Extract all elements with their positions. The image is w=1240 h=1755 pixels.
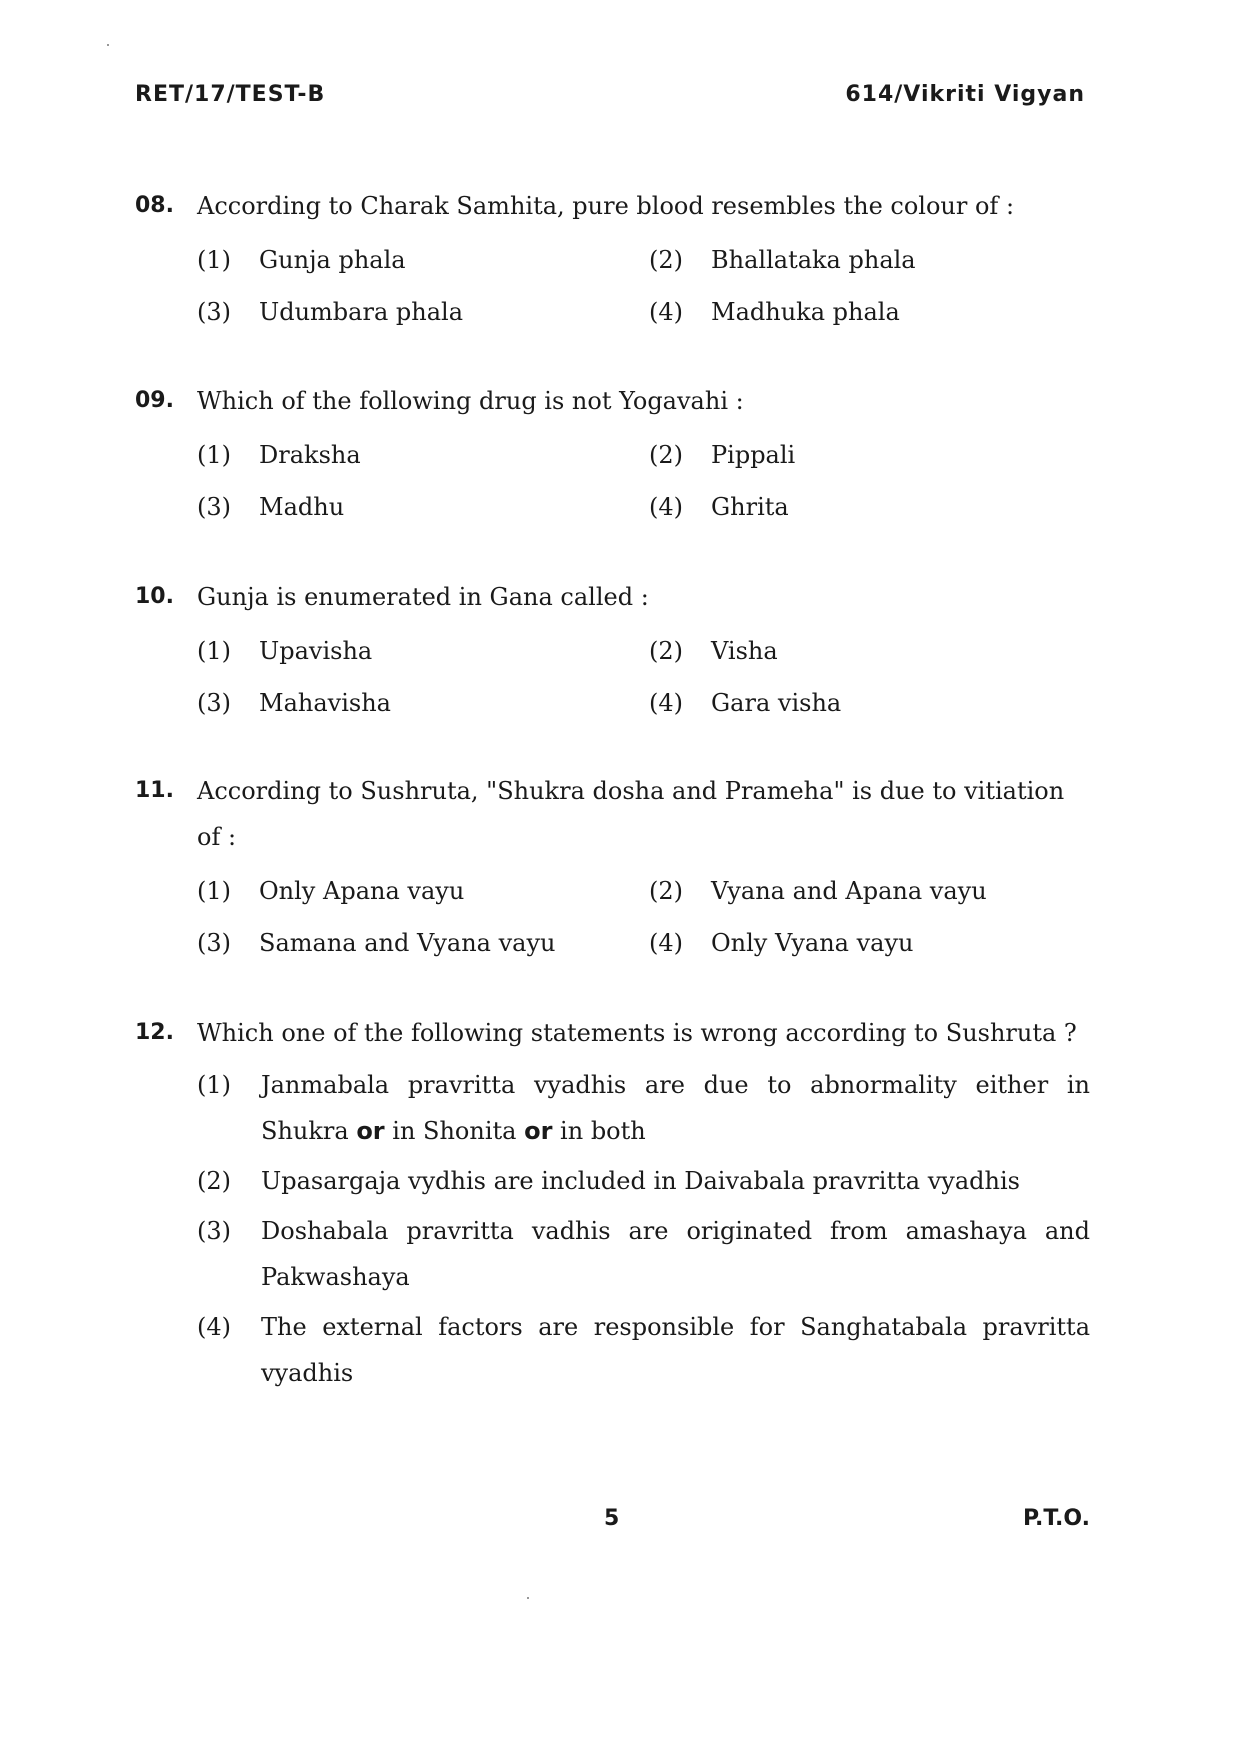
option-text	[261, 1062, 1090, 1154]
option-text: Draksha	[259, 441, 361, 469]
option-2[interactable]	[649, 628, 1069, 674]
option-1[interactable]	[197, 868, 649, 914]
option-4[interactable]	[649, 289, 1069, 335]
option-number: (2)	[197, 1167, 231, 1195]
question-text: Which of the following drug is not Yogavahi :	[197, 387, 744, 415]
options	[197, 628, 1090, 726]
option-1[interactable]	[197, 237, 649, 283]
option-number: (4)	[649, 689, 683, 717]
scan-speck	[527, 1597, 529, 1599]
option-text: Gara visha	[711, 689, 842, 717]
option-number: (3)	[197, 929, 231, 957]
option-text-part: in Shonita	[384, 1117, 525, 1145]
option-number: (2)	[649, 441, 683, 469]
option-4[interactable]	[649, 484, 1069, 530]
question-number: 08.	[135, 193, 174, 218]
option-text: Udumbara phala	[259, 298, 463, 326]
option-2[interactable]	[649, 432, 1069, 478]
option-text: Vyana and Apana vayu	[711, 877, 987, 905]
question-text: Gunja is enumerated in Gana called :	[197, 583, 649, 611]
option-number: (4)	[197, 1313, 231, 1341]
option-3[interactable]	[197, 484, 649, 530]
option-number: (1)	[197, 637, 231, 665]
option-3[interactable]	[197, 1208, 1090, 1300]
option-number: (4)	[649, 929, 683, 957]
option-number: (1)	[197, 877, 231, 905]
options	[197, 432, 1090, 530]
option-number: (4)	[649, 493, 683, 521]
option-number: (1)	[197, 441, 231, 469]
option-number: (3)	[197, 689, 231, 717]
question-text: According to Charak Samhita, pure blood resembles the colour of :	[197, 192, 1015, 220]
options	[197, 868, 1090, 966]
option-number: (1)	[197, 1071, 231, 1099]
option-4[interactable]	[197, 1304, 1090, 1396]
question-08	[135, 183, 1090, 335]
question-number: 12.	[135, 1020, 174, 1045]
option-1[interactable]	[197, 628, 649, 674]
subject-code: 614/Vikriti Vigyan	[845, 82, 1085, 107]
question-text: Which one of the following statements is wrong according to Sushruta ?	[197, 1019, 1077, 1047]
option-3[interactable]	[197, 680, 649, 726]
scan-speck	[107, 44, 109, 46]
option-1[interactable]	[197, 1062, 1090, 1154]
option-text: Samana and Vyana vayu	[259, 929, 556, 957]
pto-label: P.T.O.	[1022, 1506, 1090, 1531]
option-text: Only Vyana vayu	[711, 929, 914, 957]
option-number: (2)	[649, 246, 683, 274]
exam-code: RET/17/TEST-B	[135, 82, 326, 107]
option-4[interactable]	[649, 920, 1069, 966]
option-number: (1)	[197, 246, 231, 274]
option-text: Madhuka phala	[711, 298, 900, 326]
option-text: Upavisha	[259, 637, 373, 665]
option-text-part: Janmabala pravritta vyadhis are due to abnormality either in Shukra	[261, 1071, 1090, 1145]
option-2[interactable]	[649, 868, 1069, 914]
option-3[interactable]	[197, 289, 649, 335]
question-12	[135, 1010, 1090, 1400]
option-text: Only Apana vayu	[259, 877, 465, 905]
option-number: (3)	[197, 298, 231, 326]
question-10	[135, 574, 1090, 726]
option-number: (3)	[197, 1217, 231, 1245]
option-text: Bhallataka phala	[711, 246, 916, 274]
question-text: According to Sushruta, "Shukra dosha and Prameha" is due to vitiation of :	[197, 777, 1065, 851]
option-2[interactable]	[649, 237, 1069, 283]
question-number: 09.	[135, 388, 174, 413]
question-09	[135, 378, 1090, 530]
option-text: The external factors are responsible for Sanghatabala pravritta vyadhis	[261, 1313, 1090, 1387]
option-text: Gunja phala	[259, 246, 406, 274]
option-text: Mahavisha	[259, 689, 391, 717]
option-2[interactable]	[197, 1158, 1090, 1204]
question-number: 11.	[135, 778, 174, 803]
option-number: (2)	[649, 877, 683, 905]
option-4[interactable]	[649, 680, 1069, 726]
emphasis-or: or	[356, 1117, 385, 1145]
question-11	[135, 768, 1090, 966]
emphasis-or: or	[524, 1117, 553, 1145]
option-text: Doshabala pravritta vadhis are originated from amashaya and Pakwashaya	[261, 1217, 1090, 1291]
option-text-part: in both	[552, 1117, 646, 1145]
option-text: Pippali	[711, 441, 796, 469]
options	[197, 1062, 1090, 1396]
option-text: Madhu	[259, 493, 345, 521]
page-number: 5	[604, 1506, 620, 1531]
option-text: Upasargaja vydhis are included in Daivabala pravritta vyadhis	[261, 1167, 1020, 1195]
option-text: Visha	[711, 637, 778, 665]
option-1[interactable]	[197, 432, 649, 478]
option-3[interactable]	[197, 920, 649, 966]
option-text: Ghrita	[711, 493, 789, 521]
question-number: 10.	[135, 584, 174, 609]
option-number: (2)	[649, 637, 683, 665]
options	[197, 237, 1090, 335]
option-number: (3)	[197, 493, 231, 521]
option-number: (4)	[649, 298, 683, 326]
